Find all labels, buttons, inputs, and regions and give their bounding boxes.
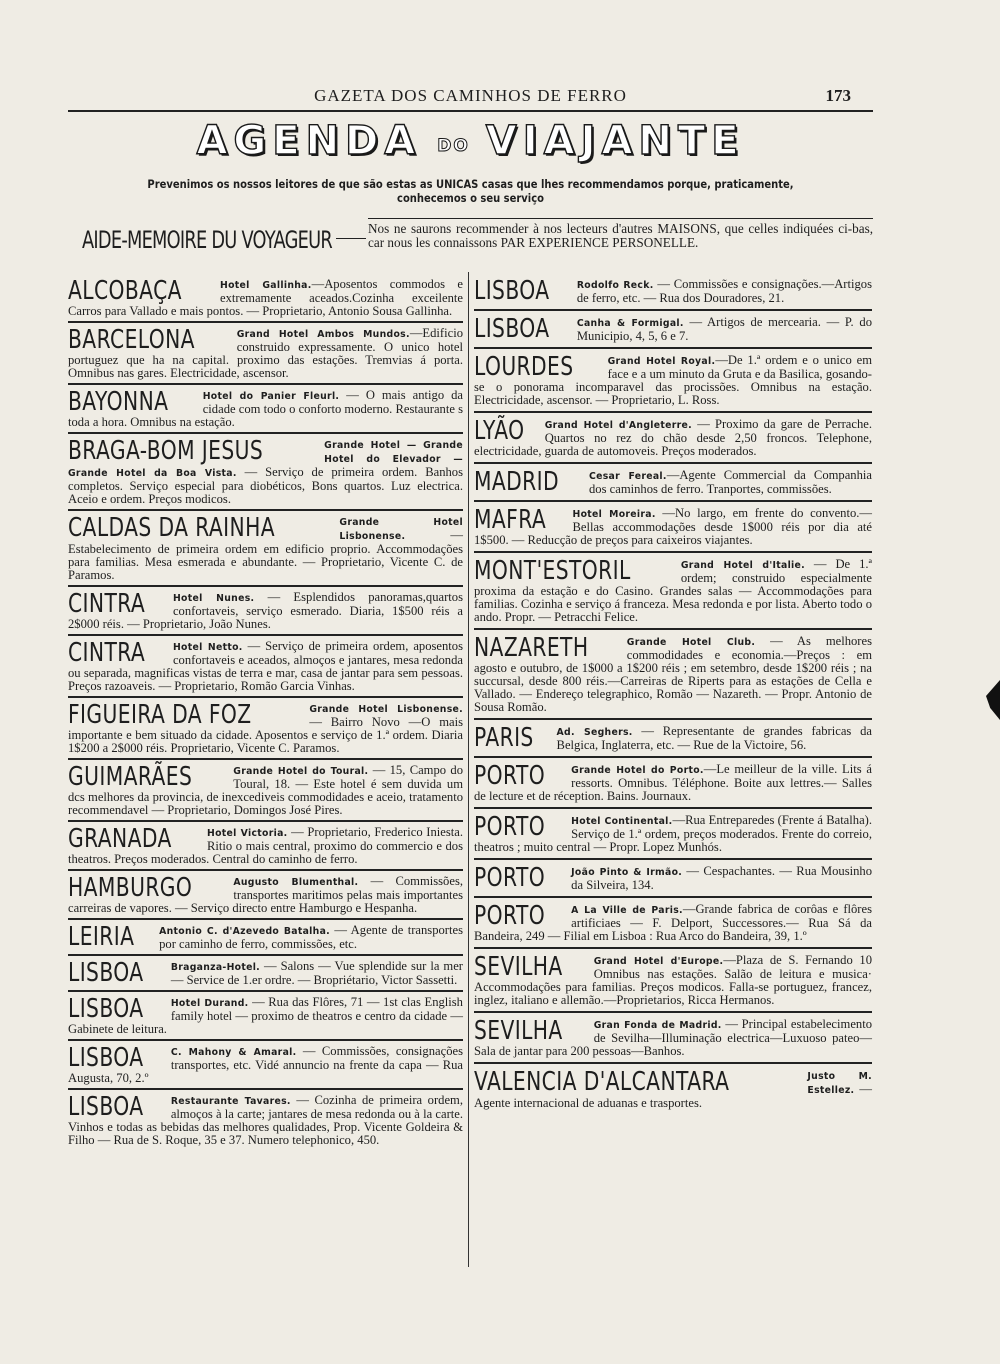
listing-city: LISBOA xyxy=(474,314,550,344)
entry-separator xyxy=(474,807,872,809)
listing-description: — Proprietario, Frederico Iniesta. Ritio o mais central, proximo do commercio e dos theatros. Preços moderados. Central do caminho de ferro. xyxy=(68,825,463,866)
listing-entry xyxy=(474,814,872,854)
listing-entry xyxy=(474,903,872,943)
listing-business-name: C. Mahony & Amaral. xyxy=(170,1047,297,1058)
listing-description: — Serviço de primeira ordem, aposentos confortaveis e aceados, almoços e jantares, mesa redonda ou separada, magnificas vistas de terra e mar, casa de jantar para sem pessoas. Preços razoaveis. — Proprietario, Romão Garcia Vinhas. xyxy=(68,639,463,693)
listing-city: MONT'ESTORIL xyxy=(474,556,631,586)
listing-entry xyxy=(68,702,463,755)
entry-separator xyxy=(68,918,463,920)
listing-city: CALDAS DA RAINHA xyxy=(68,513,276,543)
listing-business-name: Braganza-Hotel. xyxy=(170,962,261,973)
aide-memoire-section xyxy=(82,218,872,260)
entry-separator xyxy=(474,947,872,949)
entry-separator xyxy=(474,411,872,413)
listing-business-name: Hotel Netto. xyxy=(172,642,243,653)
listing-entry xyxy=(68,278,463,318)
listing-entry xyxy=(68,875,463,915)
running-head xyxy=(68,86,873,112)
entry-separator xyxy=(68,869,463,871)
entry-separator xyxy=(68,383,463,385)
listing-city: MAFRA xyxy=(474,505,547,535)
listing-entry xyxy=(474,635,872,714)
listing-city: SEVILHA xyxy=(474,952,563,982)
listing-description: —De 1.ª ordem e o unico em face e a um minuto da Gruta e da Basilica, gosando-se o ponorama incomparavel das procissões. Omnibus na estação. Electricidade, ascensor. — Proprietario, L. Ross. xyxy=(474,353,872,407)
entry-separator xyxy=(474,858,872,860)
listing-description: — Cozinha de primeira ordem, almoços à la carte; jantares de mesa redonda ou à la carte. Vinhos e todas as bebidas das melhores qualidades, Prop. Vicente Goldeira & Filho — Rua de S. Roque, 35 e 37. Numero telephonico, 450. xyxy=(68,1093,463,1147)
aide-memoire-rule xyxy=(368,218,873,219)
listing-description: —Rua Entreparedes (Frente á Batalha). Serviço de 1.ª ordem, preços moderados. Frente do correio, theatros ; muito central — Propr. Lopez Munhós. xyxy=(474,813,873,854)
aide-memoire-dash xyxy=(336,238,366,239)
listing-city: FIGUEIRA DA FOZ xyxy=(68,700,252,730)
listing-description: — Rua das Flôres, 71 — 1st clas English family hotel — proximo de theatros e centro da cidade — Gabinete de leitura. xyxy=(68,995,463,1036)
entry-separator xyxy=(474,1011,872,1013)
publication-title: GAZETA DOS CAMINHOS DE FERRO xyxy=(314,86,627,105)
listing-entry xyxy=(474,1069,872,1110)
listing-city: CINTRA xyxy=(68,638,146,668)
listing-city: NAZARETH xyxy=(474,633,589,663)
listing-business-name: Canha & Formigal. xyxy=(576,318,684,329)
listing-city: LEIRIA xyxy=(68,922,135,952)
listing-description: —Grande fabrica de corôas e flôres artificiaes — F. Delport, Successores.— Rua Sá da Bandeira, 249 — Filial em Lisboa : Rua Arco do Bandeira, 39, 1.º xyxy=(474,902,872,943)
listing-description: — Bairro Novo —O mais importante e bem situado da cidade. Aposentos e serviço de 1.ª ordem. Diaria 1$200 a 2$000 réis. Proprietario, Vicente C. Paramos. xyxy=(68,715,463,755)
listing-entry xyxy=(68,924,463,951)
listing-entry xyxy=(68,996,463,1036)
listing-description: — As melhores commodidades e economia.—Preços : em agosto e outubro, de 1$000 a 1$200 réis ; em setembro, desde 1$200 réis ; na succursal, desde 800 réis.—Carreiras de Riperts para as estações de Cella e Vallado. — Endereço telegraphico, Romão — Nazareth. — Propr. Antonio de Sousa Romão. xyxy=(474,634,872,714)
entry-separator xyxy=(474,309,872,311)
listing-business-name: Grand Hotel d'Europe. xyxy=(593,956,724,967)
entry-separator xyxy=(474,551,872,553)
listing-description: — Estabelecimento de primeira ordem em edificio proprio. Accommodações para familias. Mesa esmerada e abundante. — Proprietario, Vicente C. de Paramos. xyxy=(68,528,463,582)
listing-description: — Proximo da gare de Perrache. Quartos no rez do chão desde 2,50 froncos. Telephone, electricidade, guarda de automoveis. Preços moderados. xyxy=(474,417,872,458)
masthead xyxy=(68,118,873,164)
listing-business-name: Augusto Blumenthal. xyxy=(233,877,359,888)
listing-description: — Serviço de primeira ordem. Banhos completos. Serviço especial para diobéticos, Bons quartos. Luz electrica. Aceio e ordem. Preços modicos. xyxy=(68,465,463,506)
listing-description: — Agente internacional de aduanas e trasportes. xyxy=(474,1082,872,1110)
listing-description: — Artigos de mercearia. — P. do Municipio, 4, 5, 6 e 7. xyxy=(576,315,872,343)
listing-city: PORTO xyxy=(474,761,546,791)
listing-city: LISBOA xyxy=(68,1043,144,1073)
listing-entry xyxy=(68,591,463,631)
listing-business-name: Restaurante Tavares. xyxy=(170,1096,291,1107)
listing-description: — Agente de transportes por caminho de ferro, commissões, etc. xyxy=(159,923,463,951)
listing-city: BRAGA-BOM JESUS xyxy=(68,436,264,466)
listing-description: — Cespachantes. — Rua Mousinho da Silveira, 134. xyxy=(571,864,872,892)
listing-description: — Commissões, consignações transportes, etc. Vidé annuncio na frente da capa — Rua Augusta, 70, 2.º xyxy=(68,1044,463,1085)
listing-business-name: Grande Hotel Lisbonense. xyxy=(339,517,463,542)
listing-description: —Aposentos commodos e extremamente aceados.Cozinha exceilente Carros para Vallado e mais pontos. — Proprietario, Antonio Sousa Gallinha. xyxy=(68,277,463,318)
listing-description: —Agente Commercial da Companhia dos caminhos de ferro. Tranportes, commissões. xyxy=(589,468,872,496)
listing-city: MADRID xyxy=(474,467,560,497)
listing-description: — Commissões e consignações.—Artigos de ferro, etc. — Rua dos Douradores, 21. xyxy=(576,277,872,305)
entry-separator xyxy=(68,990,463,992)
listing-description: — Representante de grandes fabricas da Belgica, Inglaterra, etc. — Rue de la Victoire, 56. xyxy=(556,724,872,752)
listing-business-name: João Pinto & Irmão. xyxy=(571,867,683,878)
listing-entry xyxy=(68,327,463,380)
entry-separator xyxy=(474,896,872,898)
listing-entry xyxy=(68,640,463,693)
listing-city: LYÃO xyxy=(474,416,525,446)
listing-business-name: Rodolfo Reck. xyxy=(576,280,654,291)
aide-memoire-text: Nos ne saurons recommender à nos lecteurs d'autres MAISONS, que celles indiquées ci-bas, car nous les connaissons PAR EXPERIENCE PERSONELLE. xyxy=(368,221,873,250)
listing-entry xyxy=(474,469,872,496)
listing-entry xyxy=(68,1094,463,1147)
listing-entry xyxy=(474,558,872,624)
listing-city: LISBOA xyxy=(68,1092,144,1122)
listing-entry xyxy=(68,764,463,817)
entry-separator xyxy=(68,634,463,636)
listing-city: PARIS xyxy=(474,723,534,753)
masthead-word-agenda: AGENDA xyxy=(196,118,422,164)
listing-city: GUIMARÃES xyxy=(68,762,193,792)
listing-description: — O mais antigo da cidade com todo o conforto moderno. Restaurante s toda a hora. Omnibus na estação. xyxy=(68,388,463,429)
listing-entry xyxy=(474,954,872,1007)
right-column xyxy=(474,278,872,1110)
entry-separator xyxy=(68,820,463,822)
listing-description: — Salons — Vue splendide sur la mer — Service de 1.er ordre. — Bropriétario, Victor Sassetti. xyxy=(170,959,463,987)
listing-description: — Commissões, transportes maritimos pelas mais importantes carreiras de vapores. — Serviço directo entre Hamburgo e Hespanha. xyxy=(68,874,463,915)
listing-city: CINTRA xyxy=(68,589,146,619)
entry-separator xyxy=(68,696,463,698)
listing-city: PORTO xyxy=(474,812,546,842)
listing-business-name: Grande Hotel — Grande Hotel do Elevador — Grande Hotel da Boa Vista. xyxy=(68,440,463,479)
entry-separator xyxy=(474,628,872,630)
masthead-word-viajante: VIAJANTE xyxy=(485,118,745,164)
listing-entry xyxy=(68,960,463,987)
listing-city: PORTO xyxy=(474,863,546,893)
listing-business-name: Grand Hotel Ambos Mundos. xyxy=(236,329,410,340)
listing-description: —No largo, em frente do convento.— Bellas accommodações desde 1$000 réis por dia até 1$500. — Reducção de preços para caixeiros viajantes. xyxy=(474,506,872,547)
listing-business-name: Hotel Nunes. xyxy=(172,593,255,604)
listing-description: — 15, Campo do Toural, 18. — Este hotel é sem duvida um dcs melhores da provincia, de inexcediveis commodidades e aceio, tratamento recommendavel — Proprietario, Domingos José Pires. xyxy=(68,763,463,817)
listing-entry xyxy=(474,763,872,803)
listing-description: — Principal estabelecimento de Sevilha—Illuminação electrica—Luxuoso pateo—Sala de jantar para 200 pessoas—Banhos. xyxy=(474,1017,872,1058)
column-divider xyxy=(468,272,469,1267)
entry-separator xyxy=(68,1088,463,1090)
listing-city: LISBOA xyxy=(474,276,550,306)
listing-city: SEVILHA xyxy=(474,1016,563,1046)
entry-separator xyxy=(68,954,463,956)
listing-entry xyxy=(474,865,872,892)
listing-description: — De 1.ª ordem; construido especialmente proxima da estação e do Casino. Grandes salas — Accommodações para familias. Cozinha e serviço á franceza. Mesa redonda e por lista. Aberto todo o ando. Propr. — Petracchi Felice. xyxy=(474,557,872,624)
entry-separator xyxy=(474,756,872,758)
entry-separator xyxy=(68,432,463,434)
listing-entry xyxy=(68,438,463,506)
listing-city: PORTO xyxy=(474,901,546,931)
listing-city: GRANADA xyxy=(68,824,172,854)
listing-city: HAMBURGO xyxy=(68,873,193,903)
listing-entry xyxy=(474,507,872,547)
listing-entry xyxy=(474,418,872,458)
listing-business-name: Hotel Gallinha. xyxy=(220,280,312,291)
listing-entry xyxy=(68,515,463,582)
listing-business-name: Hotel do Panier Fleurl. xyxy=(202,391,340,402)
listing-city: VALENCIA D'ALCANTARA xyxy=(474,1067,730,1097)
listing-business-name: Gran Fonda de Madrid. xyxy=(593,1020,722,1031)
torn-edge-mark xyxy=(986,680,1000,720)
listing-business-name: Hotel Victoria. xyxy=(207,828,288,839)
listing-city: BARCELONA xyxy=(68,325,195,355)
listing-business-name: Grande Hotel do Toural. xyxy=(233,766,369,777)
listing-entry xyxy=(474,1018,872,1058)
masthead-word-do: DO xyxy=(437,136,470,156)
listing-business-name: Grande Hotel Lisbonense. xyxy=(309,704,463,715)
listing-entry xyxy=(68,1045,463,1085)
listing-entry xyxy=(474,725,872,752)
listing-business-name: Ad. Seghers. xyxy=(556,727,633,738)
listing-entry xyxy=(474,354,872,407)
left-column xyxy=(68,278,463,1147)
listing-business-name: Grand Hotel d'Angleterre. xyxy=(544,420,692,431)
listing-city: LOURDES xyxy=(474,352,574,382)
listing-business-name: Grand Hotel Royal. xyxy=(607,356,716,367)
listing-entry xyxy=(68,826,463,866)
listing-entry xyxy=(474,278,872,305)
entry-separator xyxy=(68,321,463,323)
entry-separator xyxy=(68,1039,463,1041)
entry-separator xyxy=(474,500,872,502)
aide-memoire-title: AIDE-MEMOIRE DU VOYAGEUR xyxy=(82,226,333,254)
listing-description: —Le meilleur de la ville. Lits á ressorts. Omnibus. Téléphone. Boite aux lettres.— Salles de lecture et de réception. Bains. Journaux. xyxy=(474,762,872,803)
listing-city: BAYONNA xyxy=(68,387,169,417)
listing-business-name: Grande Hotel Club. xyxy=(626,637,756,648)
listing-description: — Esplendidos panoramas,quartos confortaveis, serviço esmerado. Diaria, 1$500 réis a 2$000 réis. — Proprietario, João Nunes. xyxy=(68,590,463,631)
listing-business-name: Antonio C. d'Azevedo Batalha. xyxy=(159,926,330,937)
listing-business-name: Grand Hotel d'Italie. xyxy=(680,560,805,571)
entry-separator xyxy=(68,758,463,760)
listing-description: —Plaza de S. Fernando 10 Omnibus nas estações. Salão de leitura e musica· Accommodações para familias. Preços modicos. Falla-se portuguez, francez, inglez, italiano e allemão.—Proprietarios, Ricca Hermanos. xyxy=(474,953,872,1007)
listing-business-name: Hotel Durand. xyxy=(170,998,249,1009)
entry-separator xyxy=(474,718,872,720)
entry-separator xyxy=(68,585,463,587)
masthead-subtitle: Prevenimos os nossos leitores de que são estas as UNICAS casas que lhes recommendamos porque, praticamente, conhecemos o seu serviço xyxy=(147,177,794,205)
entry-separator xyxy=(474,347,872,349)
page-number: 173 xyxy=(825,86,851,105)
listing-entry xyxy=(68,389,463,429)
listing-city: LISBOA xyxy=(68,994,144,1024)
listing-business-name: Justo M. Estellez. xyxy=(807,1071,872,1096)
listing-business-name: Hotel Moreira. xyxy=(572,509,656,520)
listing-business-name: Cesar Fereal. xyxy=(589,471,667,482)
listing-city: LISBOA xyxy=(68,958,144,988)
listing-city: ALCOBAÇA xyxy=(68,276,182,306)
entry-separator xyxy=(68,509,463,511)
listing-business-name: A La Ville de Paris. xyxy=(571,905,683,916)
listing-description: —Edificio construido expressamente. O unico hotel portuguez que ha na capital. proximo das estações. Tremvias á porta. Omnibus nas gares. Electricidade, ascensor. xyxy=(68,326,463,380)
listing-entry xyxy=(474,316,872,343)
listing-business-name: Grande Hotel do Porto. xyxy=(571,765,704,776)
entry-separator xyxy=(474,1062,872,1064)
entry-separator xyxy=(474,462,872,464)
listing-business-name: Hotel Continental. xyxy=(571,816,673,827)
